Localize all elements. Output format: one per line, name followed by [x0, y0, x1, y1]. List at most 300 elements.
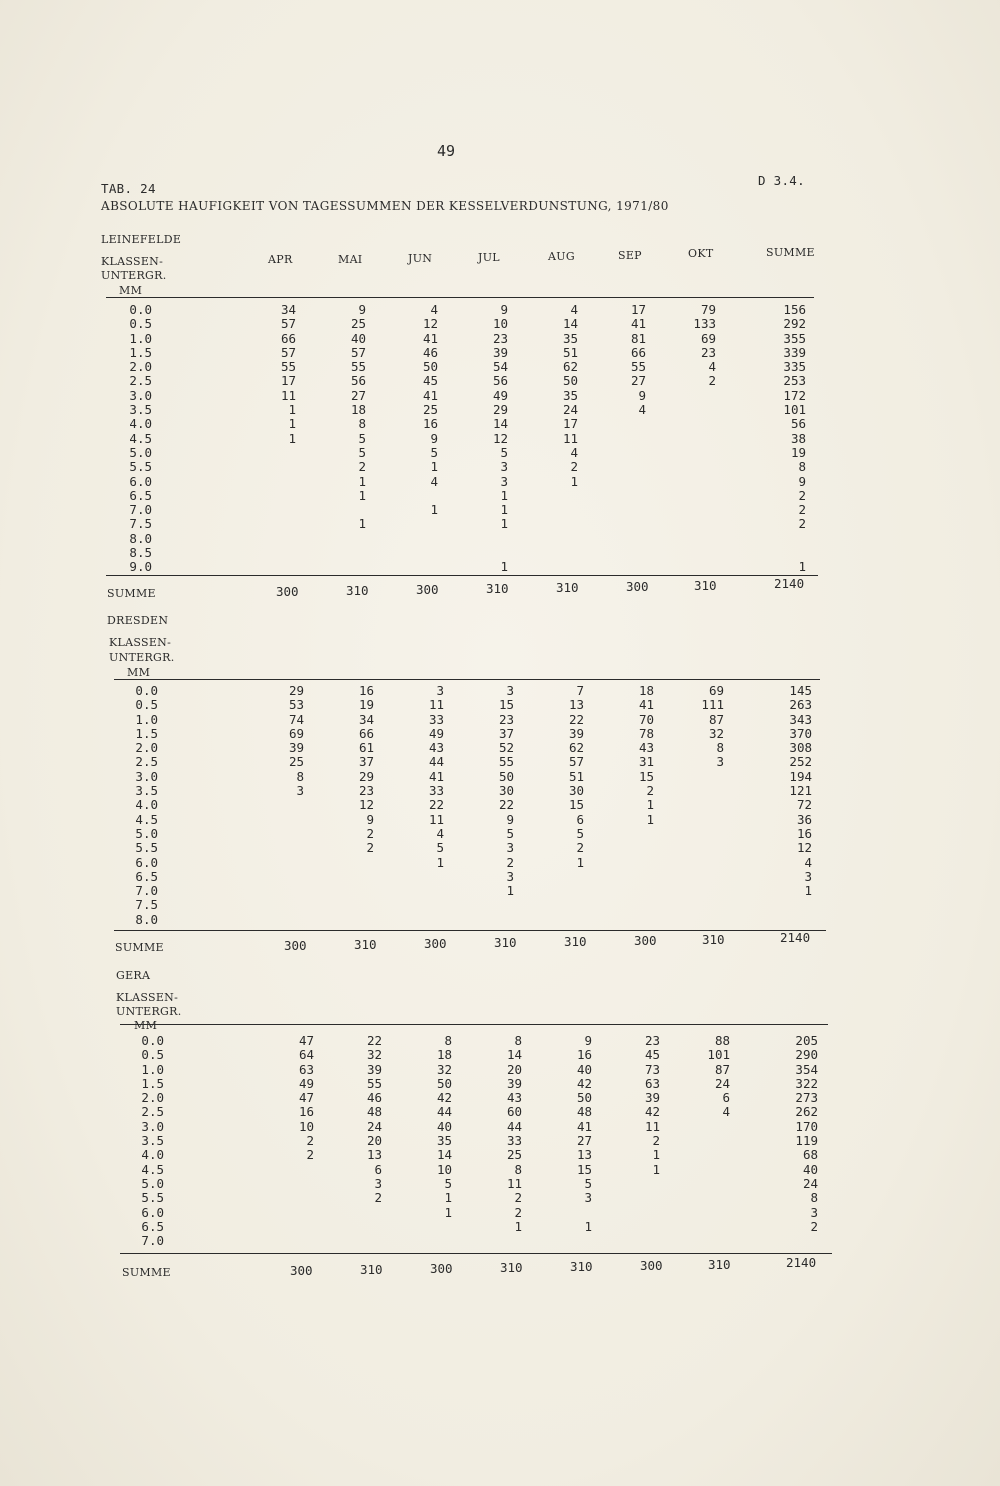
data-cell: 33: [506, 1133, 522, 1149]
data-cell: 2: [506, 854, 514, 870]
data-cell: 4: [570, 302, 578, 317]
data-cell: 43: [638, 740, 654, 756]
data-cell: 40: [802, 1161, 818, 1177]
class-value: 3.5: [135, 783, 158, 799]
data-cell: [746, 546, 806, 560]
month-header-jul: JUL: [478, 251, 500, 264]
data-cell: 2: [374, 1190, 382, 1206]
class-value: 2.0: [141, 1090, 164, 1106]
data-cell: 3: [506, 868, 514, 884]
data-cell: 172: [783, 387, 806, 403]
class-header-line-1: KLASSEN-: [116, 991, 179, 1004]
data-cell: 20: [366, 1133, 382, 1149]
data-cell: 3: [584, 1190, 592, 1206]
data-column-jun: [378, 303, 438, 517]
data-cell: 4: [430, 302, 438, 317]
data-cell: 23: [498, 711, 514, 727]
data-cell: 1: [804, 883, 812, 899]
data-cell: 63: [298, 1061, 314, 1077]
data-cell: 30: [568, 783, 584, 799]
class-value: 0.5: [135, 697, 158, 713]
data-cell: 121: [789, 783, 812, 799]
data-cell: 1: [500, 559, 508, 575]
data-cell: 73: [644, 1061, 660, 1077]
class-value: 8.0: [129, 530, 152, 546]
data-cell: 41: [428, 768, 444, 784]
data-cell: 170: [795, 1118, 818, 1134]
data-cell: 24: [366, 1118, 382, 1134]
data-cell: 14: [492, 416, 508, 432]
data-cell: 290: [795, 1047, 818, 1063]
data-cell: 63: [644, 1075, 660, 1091]
data-cell: 10: [298, 1118, 314, 1134]
data-cell: 17: [630, 302, 646, 317]
data-cell: 32: [708, 725, 724, 741]
class-value: 1.0: [135, 711, 158, 727]
data-cell: 3: [716, 754, 724, 770]
data-cell: 253: [783, 373, 806, 389]
data-cell: 1: [500, 487, 508, 503]
data-cell: 262: [795, 1104, 818, 1120]
total-jul: 310: [486, 581, 509, 596]
class-value: 7.0: [135, 883, 158, 899]
data-cell: 87: [708, 711, 724, 727]
station-name: GERA: [116, 969, 151, 982]
data-cell: 55: [280, 359, 296, 375]
data-cell: 2: [514, 1190, 522, 1206]
data-cell: 1: [570, 473, 578, 489]
data-cell: 44: [506, 1118, 522, 1134]
data-cell: 57: [280, 344, 296, 360]
data-cell: 46: [422, 344, 438, 360]
class-value: 0.5: [141, 1047, 164, 1063]
data-cell: 23: [644, 1033, 660, 1048]
data-cell: 6: [374, 1161, 382, 1177]
data-cell: 50: [498, 768, 514, 784]
data-cell: [746, 532, 806, 546]
data-column-aug: [518, 303, 578, 489]
sum-label: SUMME: [122, 1266, 171, 1279]
data-cell: 8: [358, 416, 366, 432]
data-column-summe: [752, 684, 812, 898]
data-cell: 41: [576, 1118, 592, 1134]
data-cell: 13: [366, 1147, 382, 1163]
data-cell: 69: [700, 330, 716, 346]
data-column-apr: [254, 1034, 314, 1163]
class-value: 8.5: [129, 545, 152, 561]
month-header-summe: SUMME: [766, 246, 815, 259]
data-cell: 13: [568, 697, 584, 713]
data-cell: 40: [350, 330, 366, 346]
data-cell: 87: [714, 1061, 730, 1077]
data-cell: 4: [708, 359, 716, 375]
data-cell: 119: [795, 1133, 818, 1149]
data-column-mai: [306, 303, 366, 532]
data-cell: 39: [492, 344, 508, 360]
class-value: 5.5: [135, 840, 158, 856]
class-value: 1.0: [129, 330, 152, 346]
data-cell: 12: [358, 797, 374, 813]
data-column-apr: [236, 303, 296, 446]
data-cell: 2: [306, 1147, 314, 1163]
data-cell: 29: [492, 402, 508, 418]
data-cell: 8: [810, 1190, 818, 1206]
page-number: 49: [437, 142, 456, 160]
total-jun: 300: [424, 936, 447, 951]
data-cell: 13: [576, 1147, 592, 1163]
data-cell: 4: [638, 402, 646, 418]
data-cell: 41: [422, 387, 438, 403]
data-cell: 55: [366, 1075, 382, 1091]
data-column-sep: [586, 303, 646, 417]
data-cell: 5: [506, 825, 514, 841]
data-cell: 11: [562, 430, 578, 446]
data-cell: 37: [498, 725, 514, 741]
data-cell: 16: [298, 1104, 314, 1120]
total-summe: 2140: [774, 576, 805, 591]
data-cell: 20: [506, 1061, 522, 1077]
data-cell: 1: [358, 516, 366, 532]
data-cell: 48: [366, 1104, 382, 1120]
data-cell: 1: [358, 487, 366, 503]
class-value: 3.5: [129, 402, 152, 418]
header-rule: [120, 1024, 828, 1025]
data-cell: 9: [500, 302, 508, 317]
data-cell: 156: [783, 302, 806, 317]
data-cell: 56: [492, 373, 508, 389]
data-cell: 6: [576, 811, 584, 827]
data-cell: 34: [280, 302, 296, 317]
total-mai: 310: [360, 1262, 383, 1277]
data-cell: 1: [436, 854, 444, 870]
data-cell: 4: [570, 444, 578, 460]
data-cell: 263: [789, 697, 812, 713]
data-cell: 33: [428, 783, 444, 799]
data-cell: 3: [436, 683, 444, 698]
class-value: 7.0: [141, 1233, 164, 1249]
data-cell: 2: [358, 459, 366, 475]
data-cell: 2: [652, 1133, 660, 1149]
month-header-okt: OKT: [688, 247, 714, 260]
data-cell: 69: [288, 725, 304, 741]
data-cell: [378, 489, 438, 503]
class-column: [116, 1034, 164, 1248]
station-name: LEINEFELDE: [101, 233, 182, 246]
data-cell: 1: [798, 559, 806, 575]
data-cell: 19: [358, 697, 374, 713]
data-cell: 273: [795, 1090, 818, 1106]
data-cell: 343: [789, 711, 812, 727]
data-cell: 56: [350, 373, 366, 389]
data-cell: 79: [700, 302, 716, 317]
data-cell: 18: [638, 683, 654, 698]
data-cell: 50: [422, 359, 438, 375]
data-cell: 38: [790, 430, 806, 446]
data-cell: 49: [428, 725, 444, 741]
data-cell: 55: [630, 359, 646, 375]
data-cell: 64: [298, 1047, 314, 1063]
data-cell: 308: [789, 740, 812, 756]
data-cell: 29: [288, 683, 304, 698]
data-column-sep: [594, 684, 654, 827]
data-cell: 22: [568, 711, 584, 727]
data-cell: 4: [804, 854, 812, 870]
data-cell: 31: [638, 754, 654, 770]
class-header-unit: MM: [127, 666, 151, 679]
class-value: 0.5: [129, 316, 152, 332]
class-value: 6.5: [141, 1218, 164, 1234]
data-cell: 42: [436, 1090, 452, 1106]
footer-rule: [106, 575, 818, 576]
data-cell: 11: [280, 387, 296, 403]
data-cell: 69: [708, 683, 724, 698]
data-cell: 27: [350, 387, 366, 403]
data-cell: 1: [288, 430, 296, 446]
data-cell: 8: [798, 459, 806, 475]
data-cell: 2: [708, 373, 716, 389]
data-cell: 5: [436, 840, 444, 856]
data-cell: 8: [514, 1161, 522, 1177]
data-cell: 24: [562, 402, 578, 418]
class-header-line-2: UNTERGR.: [116, 1005, 182, 1018]
data-cell: 25: [288, 754, 304, 770]
data-cell: 101: [707, 1047, 730, 1063]
data-cell: 354: [795, 1061, 818, 1077]
data-cell: 11: [428, 697, 444, 713]
data-cell: 8: [716, 740, 724, 756]
month-header-mai: MAI: [338, 253, 363, 266]
data-cell: 57: [568, 754, 584, 770]
data-cell: 43: [506, 1090, 522, 1106]
class-value: 1.5: [141, 1075, 164, 1091]
data-cell: 56: [790, 416, 806, 432]
data-cell: 12: [422, 316, 438, 332]
data-cell: 1: [646, 811, 654, 827]
total-okt: 310: [702, 932, 725, 947]
class-header-unit: MM: [119, 284, 143, 297]
data-cell: 39: [506, 1075, 522, 1091]
data-cell: 50: [576, 1090, 592, 1106]
total-aug: 310: [570, 1259, 593, 1274]
data-cell: 111: [701, 697, 724, 713]
class-value: 6.5: [129, 487, 152, 503]
data-cell: 44: [428, 754, 444, 770]
data-cell: 47: [298, 1090, 314, 1106]
data-cell: 292: [783, 316, 806, 332]
data-cell: 50: [436, 1075, 452, 1091]
sum-label: SUMME: [115, 941, 164, 954]
total-okt: 310: [708, 1257, 731, 1272]
total-sep: 300: [640, 1258, 663, 1273]
month-header-apr: APR: [268, 253, 293, 266]
data-cell: 1: [288, 416, 296, 432]
data-cell: 8: [514, 1033, 522, 1048]
data-cell: 62: [562, 359, 578, 375]
total-jun: 300: [430, 1261, 453, 1276]
data-cell: 54: [492, 359, 508, 375]
class-column: [104, 303, 152, 575]
data-cell: 5: [358, 444, 366, 460]
data-cell: 101: [783, 402, 806, 418]
class-header-line-2: UNTERGR.: [101, 269, 167, 282]
class-value: 4.5: [135, 811, 158, 827]
class-value: 4.5: [129, 430, 152, 446]
class-column: [110, 684, 158, 927]
header-rule: [114, 679, 820, 680]
data-cell: 2: [514, 1204, 522, 1220]
data-cell: 17: [562, 416, 578, 432]
data-cell: 145: [789, 683, 812, 698]
data-cell: 53: [288, 697, 304, 713]
total-aug: 310: [564, 934, 587, 949]
data-cell: 18: [350, 402, 366, 418]
data-cell: 1: [506, 883, 514, 899]
data-cell: 23: [700, 344, 716, 360]
total-sep: 300: [634, 933, 657, 948]
class-value: 6.0: [141, 1204, 164, 1220]
data-cell: 4: [722, 1104, 730, 1120]
data-cell: 33: [428, 711, 444, 727]
total-summe: 2140: [786, 1255, 817, 1270]
data-cell: 22: [428, 797, 444, 813]
month-header-aug: AUG: [548, 250, 575, 263]
data-cell: 4: [430, 473, 438, 489]
data-cell: 2: [798, 502, 806, 518]
data-cell: 15: [638, 768, 654, 784]
data-cell: 3: [296, 783, 304, 799]
section-reference: D 3.4.: [758, 173, 805, 188]
data-cell: 66: [280, 330, 296, 346]
class-value: 5.0: [135, 825, 158, 841]
data-cell: 1: [358, 473, 366, 489]
class-header-line-1: KLASSEN-: [101, 255, 164, 268]
data-column-jun: [392, 1034, 452, 1220]
data-cell: 17: [280, 373, 296, 389]
data-cell: 23: [358, 783, 374, 799]
data-cell: 1: [430, 502, 438, 518]
data-cell: 1: [652, 1161, 660, 1177]
data-cell: 2: [306, 1133, 314, 1149]
data-cell: 43: [428, 740, 444, 756]
data-cell: 1: [444, 1190, 452, 1206]
data-cell: 51: [562, 344, 578, 360]
total-mai: 310: [346, 583, 369, 598]
table-title: ABSOLUTE HAUFIGKEIT VON TAGESSUMMEN DER KESSELVERDUNSTUNG, 1971/80: [101, 199, 669, 213]
data-cell: 46: [366, 1090, 382, 1106]
data-cell: 252: [789, 754, 812, 770]
data-cell: 5: [444, 1175, 452, 1191]
data-cell: 5: [584, 1175, 592, 1191]
class-value: 5.0: [141, 1175, 164, 1191]
class-header-line-1: KLASSEN-: [109, 636, 172, 649]
data-cell: 1: [584, 1218, 592, 1234]
data-column-sep: [600, 1034, 660, 1177]
class-value: 5.5: [129, 459, 152, 475]
data-cell: 194: [789, 768, 812, 784]
class-value: 7.0: [129, 502, 152, 518]
class-header-unit: MM: [134, 1019, 158, 1032]
data-cell: 32: [366, 1047, 382, 1063]
data-cell: 2: [366, 825, 374, 841]
data-cell: 34: [358, 711, 374, 727]
data-cell: 133: [693, 316, 716, 332]
data-cell: 355: [783, 330, 806, 346]
data-grid: [0, 303, 1000, 578]
data-column-mai: [314, 684, 374, 856]
data-cell: 2: [570, 459, 578, 475]
class-value: 1.5: [129, 344, 152, 360]
data-cell: 44: [436, 1104, 452, 1120]
data-cell: 1: [288, 402, 296, 418]
data-cell: 62: [568, 740, 584, 756]
data-cell: 88: [714, 1033, 730, 1048]
data-cell: 14: [506, 1047, 522, 1063]
data-cell: 14: [436, 1147, 452, 1163]
data-cell: 5: [430, 444, 438, 460]
class-header-line-2: UNTERGR.: [109, 651, 175, 664]
total-jul: 310: [494, 935, 517, 950]
data-cell: 11: [506, 1175, 522, 1191]
data-cell: 9: [430, 430, 438, 446]
data-cell: 3: [500, 473, 508, 489]
data-cell: 6: [722, 1090, 730, 1106]
data-cell: 39: [644, 1090, 660, 1106]
data-cell: 47: [298, 1033, 314, 1048]
data-cell: 41: [638, 697, 654, 713]
data-cell: 2: [576, 840, 584, 856]
data-cell: 339: [783, 344, 806, 360]
data-column-apr: [244, 684, 304, 798]
data-cell: 45: [422, 373, 438, 389]
data-cell: 72: [796, 797, 812, 813]
class-value: 4.5: [141, 1161, 164, 1177]
data-grid: [0, 1034, 1000, 1252]
class-value: 8.0: [135, 911, 158, 927]
total-aug: 310: [556, 580, 579, 595]
total-apr: 300: [290, 1263, 313, 1278]
data-cell: 41: [422, 330, 438, 346]
data-cell: 3: [506, 840, 514, 856]
data-column-jun: [384, 684, 444, 870]
class-value: 2.0: [129, 359, 152, 375]
data-cell: [306, 503, 366, 517]
data-cell: 3: [500, 459, 508, 475]
data-cell: 39: [288, 740, 304, 756]
data-cell: 1: [646, 797, 654, 813]
data-cell: 42: [576, 1075, 592, 1091]
data-cell: 1: [500, 516, 508, 532]
data-cell: 10: [436, 1161, 452, 1177]
data-column-mai: [322, 1034, 382, 1206]
data-cell: 57: [350, 344, 366, 360]
data-cell: 9: [798, 473, 806, 489]
data-cell: 74: [288, 711, 304, 727]
footer-rule: [114, 930, 826, 931]
data-cell: 25: [506, 1147, 522, 1163]
data-cell: 335: [783, 359, 806, 375]
data-cell: 18: [436, 1047, 452, 1063]
data-cell: 24: [714, 1075, 730, 1091]
class-value: 3.5: [141, 1133, 164, 1149]
data-cell: 2: [810, 1218, 818, 1234]
data-cell: 1: [576, 854, 584, 870]
data-cell: 81: [630, 330, 646, 346]
data-cell: 55: [498, 754, 514, 770]
class-value: 7.5: [129, 516, 152, 532]
data-cell: 41: [630, 316, 646, 332]
data-cell: 2: [798, 516, 806, 532]
data-cell: 9: [358, 302, 366, 317]
